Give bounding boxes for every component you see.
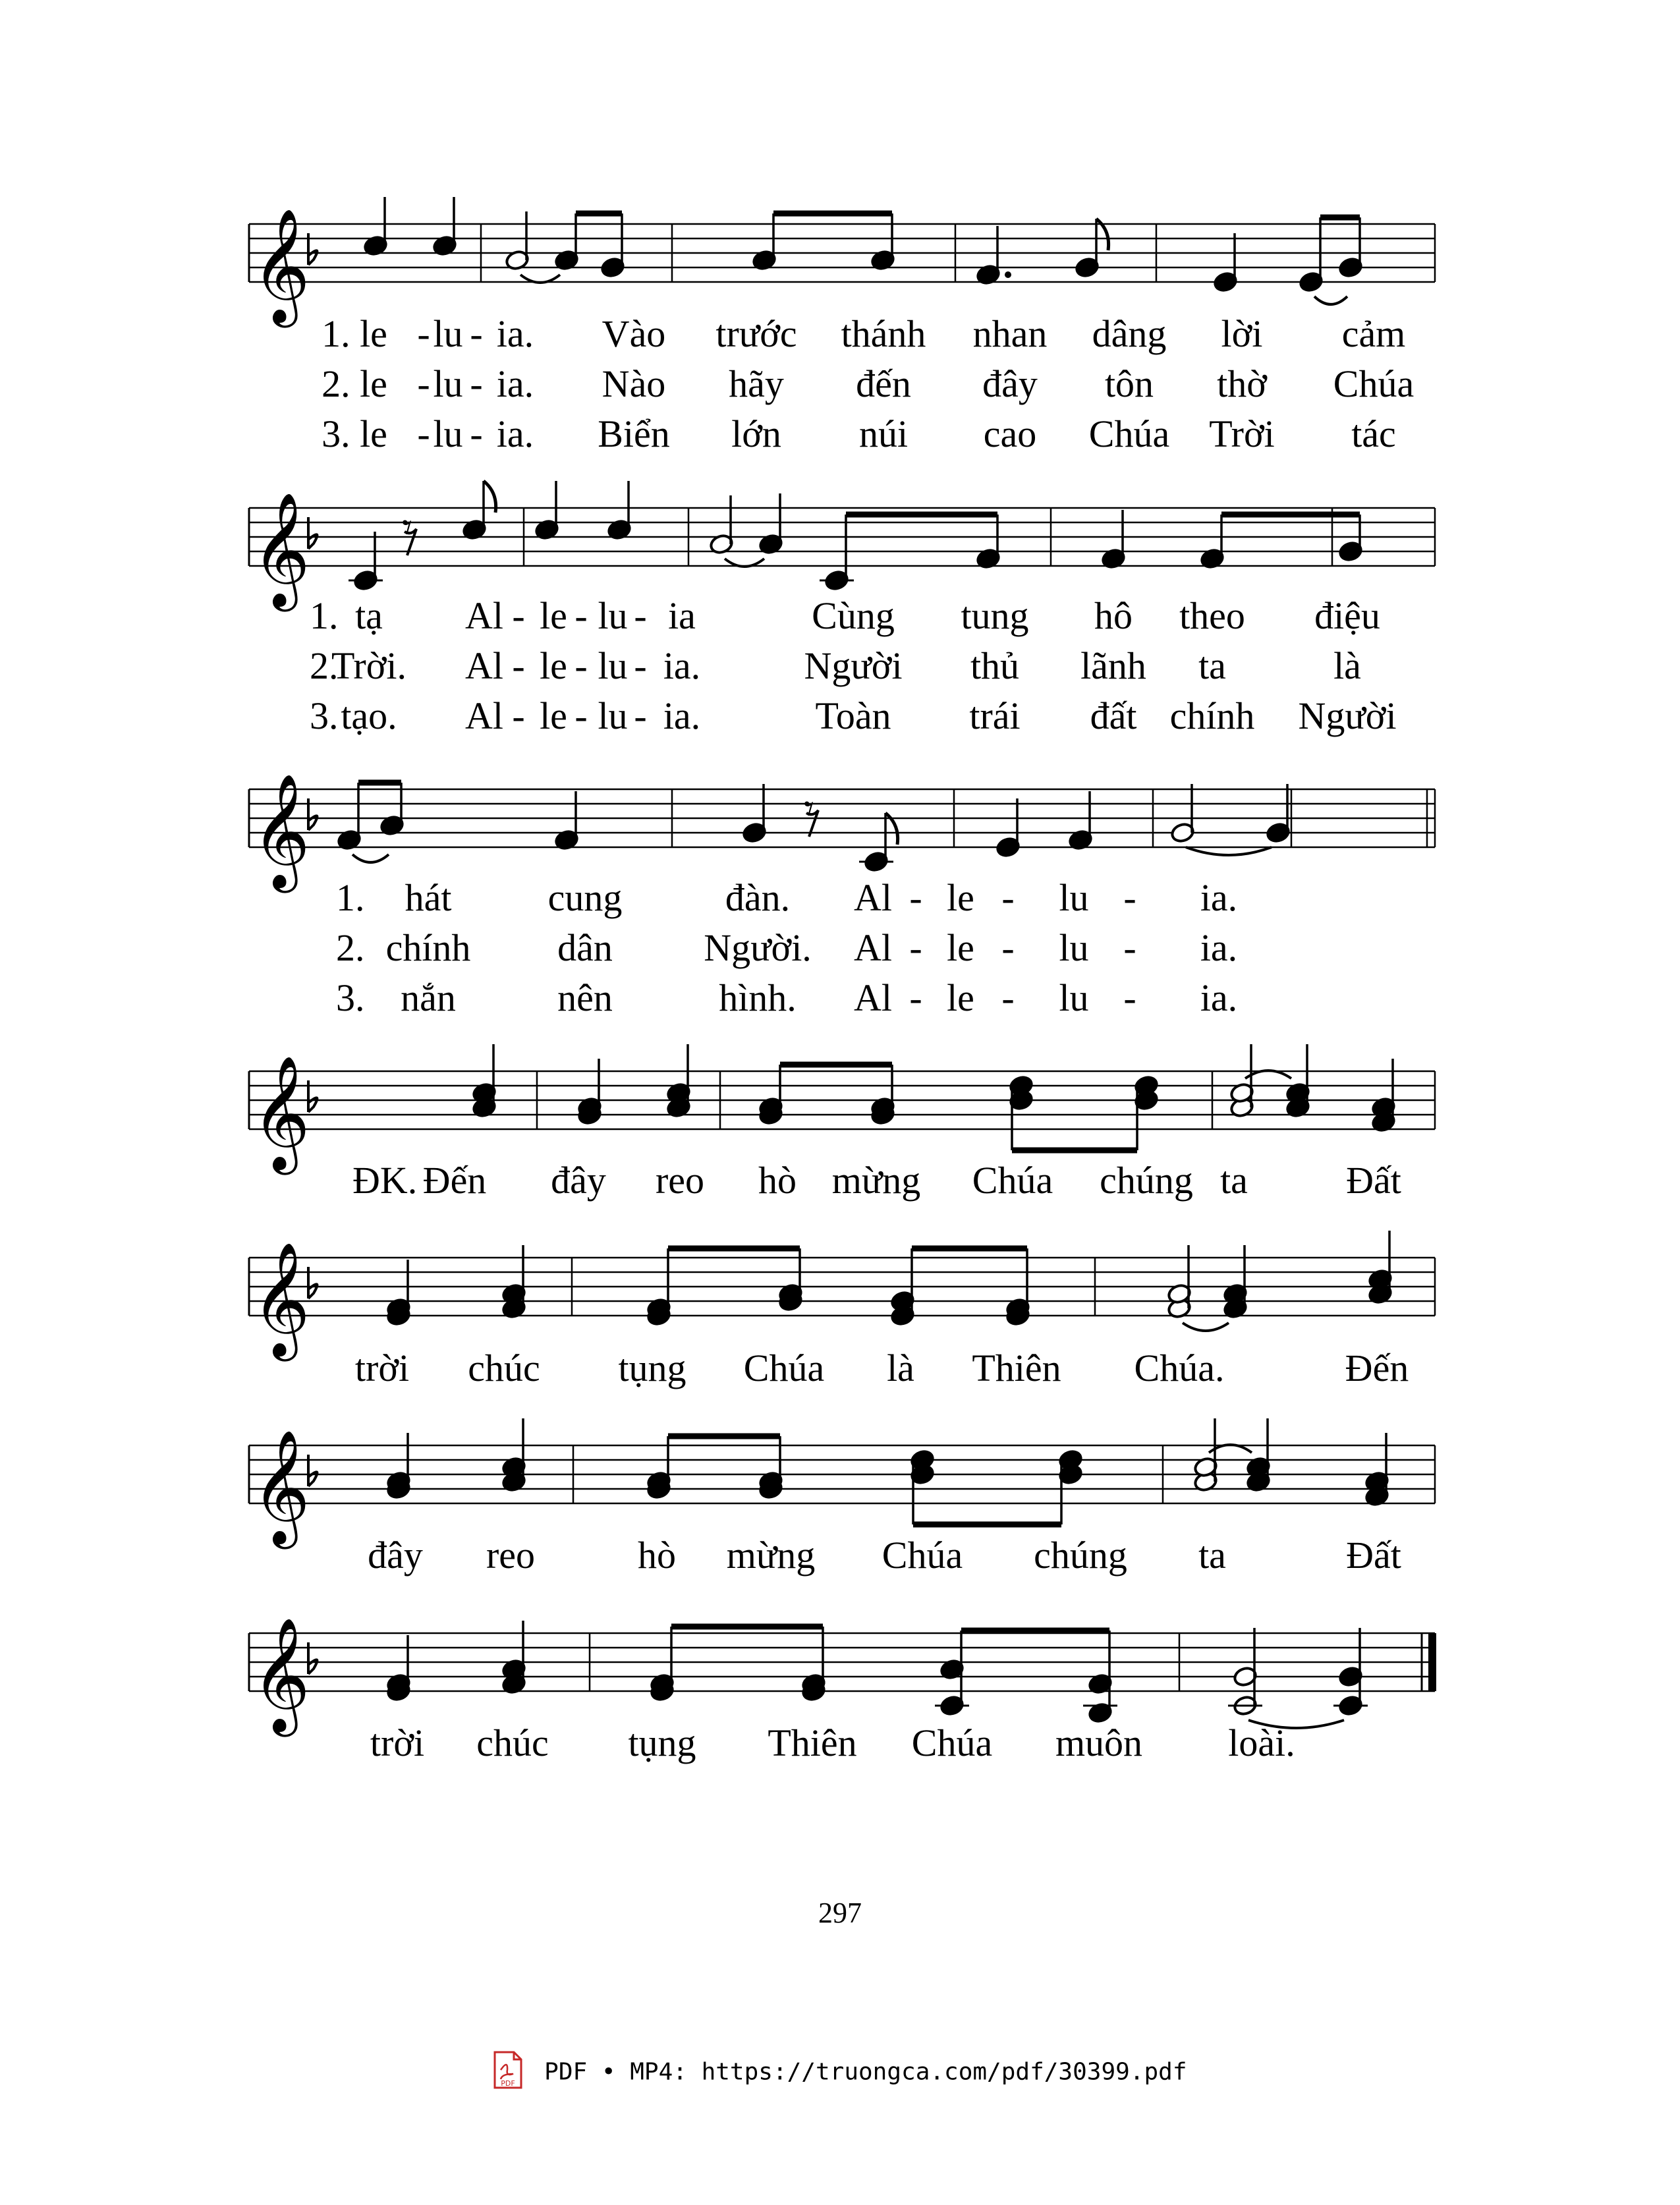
lyric-syllable: 2. (336, 926, 365, 969)
lyric-syllable: tạo. (341, 694, 397, 737)
lyric-syllable: đất (1090, 694, 1137, 737)
lyric-syllable: dân (557, 926, 613, 969)
lyric-syllable: tạ (355, 594, 383, 637)
lyric-syllable: Al (854, 876, 892, 919)
lyric-syllable: Al (465, 694, 503, 737)
lyric-syllable: Al (854, 976, 892, 1019)
lyric-syllable: chúc (476, 1721, 549, 1764)
lyric-syllable: trái (969, 694, 1021, 737)
lyric-syllable: đây (551, 1159, 606, 1202)
lyric-syllable: ta (1198, 644, 1226, 687)
lyric-syllable: Chúa (1333, 362, 1414, 405)
lyric-syllable: Trời (1209, 412, 1275, 455)
lyric-syllable: điệu (1314, 594, 1380, 637)
lyric-syllable: Chúa (743, 1347, 825, 1389)
lyric-syllable: trời (354, 1347, 410, 1389)
lyric-syllable: cung (547, 876, 623, 919)
lyric-syllable: hô (1094, 594, 1133, 637)
lyric-syllable: lu (433, 362, 463, 405)
lyric-syllable: Người. (704, 926, 812, 969)
lyric-syllable: chúc (468, 1347, 540, 1389)
eighth-rest: 𝄾 (402, 505, 412, 551)
lyric-syllable: theo (1179, 594, 1245, 637)
lyric-syllable: hò (638, 1534, 676, 1577)
lyric-syllable: 2. (310, 644, 339, 687)
lyric-syllable: mừng (831, 1159, 921, 1202)
lyric-syllable: hò (758, 1159, 797, 1202)
lyric-hyphen: - (417, 362, 430, 405)
lyric-syllable: thủ (970, 644, 1020, 687)
page-number: 297 (818, 1897, 862, 1929)
lyric-syllable: lời (1221, 312, 1263, 355)
lyric-syllable: lu (1059, 976, 1089, 1019)
lyric-syllable: tụng (618, 1347, 686, 1389)
lyric-syllable: Đất (1346, 1159, 1401, 1202)
lyric-syllable: là (1333, 644, 1361, 687)
lyric-syllable: đây (368, 1534, 423, 1577)
lyric-syllable: chính (1169, 694, 1255, 737)
lyric-syllable: 3. (310, 694, 339, 737)
lyric-syllable: lu (598, 694, 628, 737)
treble-clef: 𝄞 (252, 773, 310, 888)
lyric-syllable: ia. (496, 362, 534, 405)
lyric-syllable: tung (961, 594, 1029, 637)
lyric-syllable: tụng (628, 1721, 696, 1764)
lyric-syllable: hát (405, 876, 452, 919)
lyric-syllable: cao (983, 412, 1037, 455)
lyric-hyphen: - (512, 644, 525, 687)
lyric-syllable: Al (465, 594, 503, 637)
lyric-syllable: Biển (598, 412, 670, 455)
lyric-hyphen: - (574, 594, 588, 637)
lyric-syllable: Người (1298, 694, 1397, 737)
lyric-syllable: đến (856, 362, 911, 405)
lyric-syllable: thờ (1217, 362, 1267, 405)
lyric-syllable: le (947, 876, 974, 919)
lyric-hyphen: - (1123, 926, 1136, 969)
lyric-syllable: nên (557, 976, 613, 1019)
lyric-syllable: ia. (496, 312, 534, 355)
lyric-hyphen: - (1123, 976, 1136, 1019)
lyric-hyphen: - (574, 694, 588, 737)
lyric-syllable: tác (1351, 412, 1396, 455)
lyric-syllable: lớn (731, 412, 781, 455)
lyric-syllable: hãy (729, 362, 784, 405)
lyric-syllable: le (540, 644, 567, 687)
lyric-hyphen: - (574, 644, 588, 687)
lyric-syllable: nắn (401, 976, 456, 1019)
eighth-rest: 𝄾 (804, 786, 814, 832)
treble-clef: 𝄞 (252, 208, 310, 323)
lyric-syllable: ta (1220, 1159, 1248, 1202)
lyric-syllable: tôn (1104, 362, 1154, 405)
lyric-syllable: ia. (496, 412, 534, 455)
lyric-syllable: Al (465, 644, 503, 687)
lyric-syllable: 1. (310, 594, 339, 637)
lyric-syllable: Cùng (812, 594, 895, 637)
lyric-syllable: Chúa (972, 1159, 1053, 1202)
lyric-hyphen: - (470, 362, 483, 405)
lyric-syllable: le (947, 976, 974, 1019)
tie (1314, 296, 1347, 304)
lyric-syllable: le (540, 694, 567, 737)
lyric-syllable: loài. (1228, 1721, 1295, 1764)
lyric-syllable: 2. le (322, 362, 387, 405)
lyric-syllable: lu (433, 412, 463, 455)
lyric-syllable: lu (1059, 926, 1089, 969)
treble-clef: 𝄞 (252, 1055, 310, 1170)
lyric-syllable: Đến (422, 1159, 487, 1202)
lyric-syllable: lu (433, 312, 463, 355)
lyric-syllable: ta (1198, 1534, 1226, 1577)
treble-clef: 𝄞 (252, 492, 310, 607)
lyric-syllable: đàn. (725, 876, 791, 919)
lyric-syllable: lu (1059, 876, 1089, 919)
lyric-syllable: trời (370, 1721, 425, 1764)
lyric-hyphen: - (512, 594, 525, 637)
lyric-syllable: nhan (972, 312, 1048, 355)
lyric-syllable: reo (655, 1159, 705, 1202)
lyric-syllable: chính (385, 926, 471, 969)
lyric-syllable: Vào (602, 312, 666, 355)
lyric-hyphen: - (634, 694, 647, 737)
lyric-syllable: cảm (1341, 312, 1406, 355)
lyric-syllable: thánh (841, 312, 926, 355)
tie (1183, 1323, 1229, 1331)
lyric-syllable: trước (715, 312, 797, 355)
lyric-syllable: lu (598, 594, 628, 637)
lyric-hyphen: - (909, 976, 922, 1019)
lyric-syllable: 3. le (322, 412, 387, 455)
lyric-hyphen: - (470, 412, 483, 455)
lyric-syllable: Chúa (1088, 412, 1170, 455)
lyric-syllable: chúng (1034, 1534, 1127, 1577)
lyric-hyphen: - (634, 644, 647, 687)
lyric-hyphen: - (1123, 876, 1136, 919)
footer-link[interactable] (0, 2050, 1680, 2096)
lyric-syllable: 1. (336, 876, 365, 919)
lyric-syllable: reo (486, 1534, 536, 1577)
lyric-syllable: Chúa (882, 1534, 963, 1577)
lyric-syllable: Người (804, 644, 903, 687)
lyric-syllable: le (947, 926, 974, 969)
lyric-syllable: chúng (1100, 1159, 1193, 1202)
lyric-hyphen: - (512, 694, 525, 737)
lyric-syllable: đây (982, 362, 1038, 405)
lyric-syllable: dâng (1092, 312, 1167, 355)
lyric-syllable: Đất (1346, 1534, 1401, 1577)
treble-clef: 𝄞 (252, 1430, 310, 1544)
lyric-hyphen: - (1001, 876, 1015, 919)
footer-text[interactable]: PDF • MP4: https://truongca.com/pdf/30399.pdf (544, 2058, 1187, 2086)
lyric-syllable: 1. le (322, 312, 387, 355)
pdf-file-icon (493, 2050, 523, 2096)
lyric-syllable: Đến (1345, 1347, 1409, 1389)
lyric-syllable: Trời. (331, 644, 406, 687)
lyric-syllable: le (540, 594, 567, 637)
lyric-syllable: Thiên (972, 1347, 1061, 1389)
lyric-syllable: 3. (336, 976, 365, 1019)
tie (1186, 847, 1272, 855)
tie (352, 854, 389, 862)
note-dot (1005, 271, 1011, 278)
treble-clef: 𝄞 (252, 1242, 310, 1356)
lyric-syllable: Chúa. (1134, 1347, 1225, 1389)
lyric-syllable: Thiên (768, 1721, 857, 1764)
lyric-hyphen: - (1001, 976, 1015, 1019)
lyric-syllable: ia. (663, 644, 701, 687)
lyric-syllable: ia. (1200, 976, 1238, 1019)
lyric-hyphen: - (470, 312, 483, 355)
lyric-syllable: Al (854, 926, 892, 969)
lyric-syllable: lãnh (1080, 644, 1146, 687)
lyric-syllable: Nào (602, 362, 666, 405)
lyric-syllable: muôn (1055, 1721, 1143, 1764)
lyric-hyphen: - (909, 926, 922, 969)
lyric-syllable: ĐK. (352, 1159, 418, 1202)
pdf-icon-label: PDF (501, 2079, 516, 2088)
lyric-syllable: mừng (726, 1534, 816, 1577)
lyric-hyphen: - (634, 594, 647, 637)
lyric-hyphen: - (1001, 926, 1015, 969)
lyric-syllable: ia. (663, 694, 701, 737)
lyric-syllable: ia (668, 594, 696, 637)
lyric-syllable: Chúa (911, 1721, 993, 1764)
lyric-syllable: lu (598, 644, 628, 687)
lyric-hyphen: - (909, 876, 922, 919)
lyric-hyphen: - (417, 312, 430, 355)
lyric-syllable: ia. (1200, 926, 1238, 969)
lyric-syllable: Toàn (815, 694, 891, 737)
lyric-syllable: là (887, 1347, 914, 1389)
lyric-syllable: ia. (1200, 876, 1238, 919)
lyric-syllable: núi (858, 412, 909, 455)
final-barline (1428, 1633, 1436, 1691)
lyric-hyphen: - (417, 412, 430, 455)
treble-clef: 𝄞 (252, 1617, 310, 1732)
lyric-syllable: hình. (719, 976, 797, 1019)
